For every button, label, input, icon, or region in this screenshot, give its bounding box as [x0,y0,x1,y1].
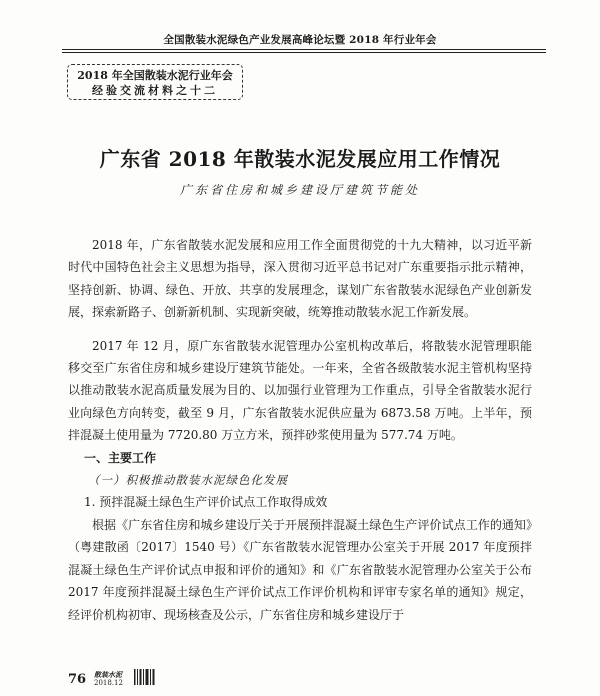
series-label-line1: 2018 年全国散装水泥行业年会 [77,69,233,82]
series-label-line2: 经验交流材料之十二 [92,84,218,97]
journal-info [94,670,123,688]
article-author: 广东省住房和城乡建设厅建筑节能处 [179,183,420,197]
subsection-heading: （一）积极推动散装水泥绿色化发展 [88,473,288,488]
paragraph-3: 根据《广东省住房和城乡建设厅关于开展预拌混凝土绿色生产评价试点工作的通知》（粤建散函〔2017〕1540 号）《广东省散装水泥管理办公室关于开展 2017 年度预拌混凝土绿色生产评价试点申报和评价的通知》和《广东省散装水泥管理办公室关于公布 2017 年度预拌混凝土绿色生产评价试点工作评价机构和评审专家名单的通知》规定，经评价机构初审、现场核查及公示，广东省住房和城乡建设厅于 [68,517,532,622]
header-rule [62,49,546,50]
page-number: 76 [68,672,87,687]
series-label-box [67,64,243,100]
footer-bars-decoration [134,669,156,685]
article-title: 广东省 2018 年散装水泥发展应用工作情况 [99,147,501,171]
section-heading: 一、主要工作 [84,450,157,465]
journal-issue: 2018.12 [94,679,123,687]
running-header: 全国散装水泥绿色产业发展高峰论坛暨 2018 年行业年会 [163,34,437,46]
paragraph-1: 2018 年，广东省散装水泥发展和应用工作全面贯彻党的十九大精神，以习近平新时代中国特色社会主义思想为指导，深入贯彻习近平总书记对广东重要指示批示精神，坚持创新、协调、绿色、开放、共享的发展理念，谋划广东省散装水泥绿色产业创新发展，探索新路子、创新新机制、实现新突破，统筹推动散装水泥工作新发展。 [68,238,532,320]
paragraph-2: 2017 年 12 月，原广东省散装水泥管理办公室机构改革后，将散装水泥管理职能移交至广东省住房和城乡建设厅建筑节能处。一年来，全省各级散装水泥主管机构坚持以推动散装水泥高质量发展为目的、以加强行业管理为工作重点，引导全省散装水泥行业向绿色方向转变，截至 9 月，广东省散装水泥供应量为 6873.58 万吨。上半年，预拌混凝土使用量为 7720.80 万立方米，预拌砂浆使用量为 577.74 万吨。 [68,338,532,443]
header-rule-thin [62,52,546,53]
journal-name: 散装水泥 [94,670,122,679]
article-body [68,234,532,626]
item-heading: 1. 预拌混凝土绿色生产评价试点工作取得成效 [84,495,328,510]
